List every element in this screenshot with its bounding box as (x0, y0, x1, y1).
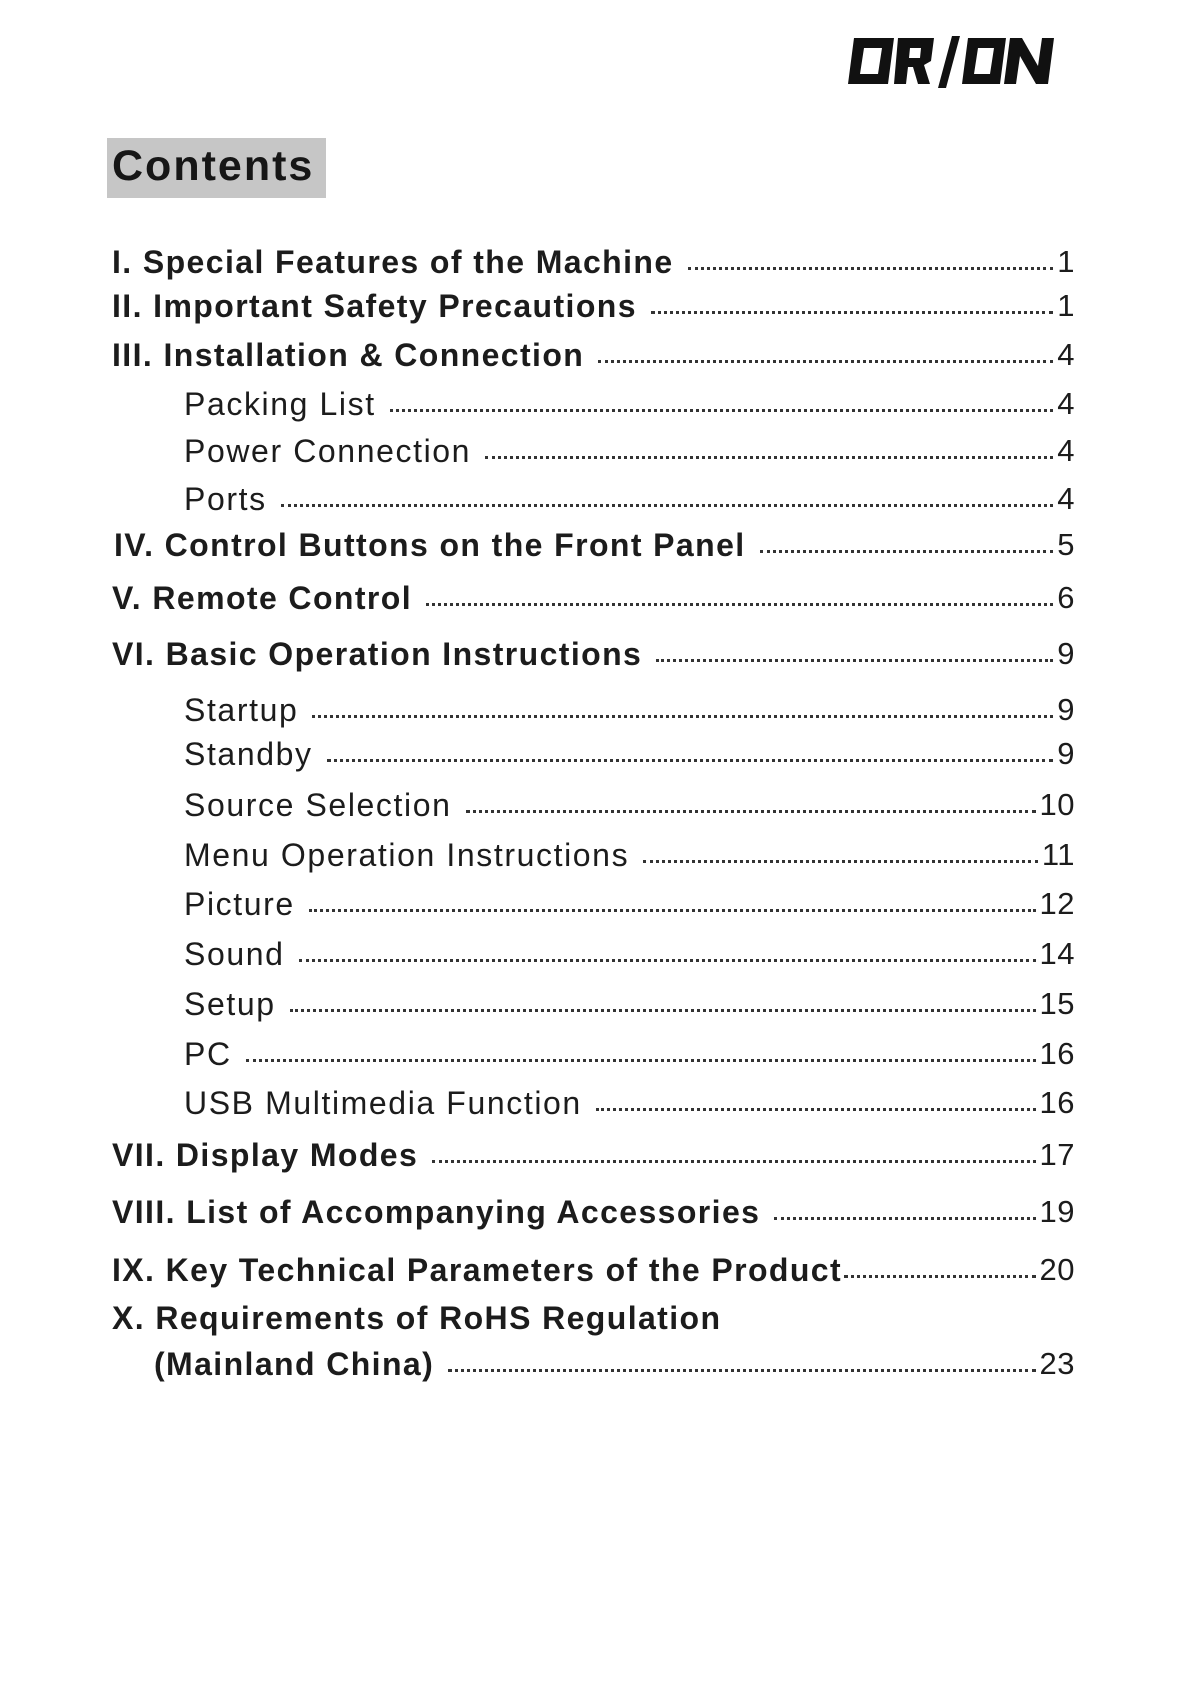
toc-entry-page: 19 (1039, 1194, 1075, 1229)
toc-leader (309, 909, 1036, 912)
toc-entry-page: 11 (1041, 837, 1075, 872)
toc-entry[interactable] (112, 282, 1075, 326)
toc-entry-label: Source Selection (184, 787, 452, 823)
toc-entry-label: Setup (184, 986, 276, 1022)
toc-leader (760, 550, 1054, 553)
toc-leader (643, 860, 1038, 863)
toc-entry-label: Ports (184, 481, 267, 517)
toc-entry-page: 12 (1039, 886, 1075, 921)
toc-entry-page: 4 (1057, 337, 1075, 372)
toc-entry[interactable] (112, 1188, 1075, 1232)
toc-entry-continuation: (Mainland China) (154, 1346, 435, 1382)
toc-entry-page: 17 (1039, 1137, 1075, 1172)
toc-entry-label: III. Installation & Connection (112, 337, 585, 373)
toc-entry[interactable] (112, 238, 1075, 282)
toc-entry-page: 20 (1039, 1252, 1075, 1287)
toc-leader (327, 759, 1054, 762)
toc-entry[interactable] (114, 521, 1075, 565)
toc-entry-label: Standby (184, 736, 313, 772)
toc-entry-page: 10 (1039, 787, 1075, 822)
toc-leader (844, 1275, 1035, 1278)
toc-leader (290, 1009, 1036, 1012)
toc-entry-page: 15 (1039, 986, 1075, 1021)
toc-entry-label: Menu Operation Instructions (184, 837, 630, 873)
toc-leader (448, 1369, 1035, 1372)
toc-entry-page: 9 (1057, 636, 1075, 671)
toc-entry[interactable] (184, 1030, 1075, 1074)
toc-entry-label: PC (184, 1036, 232, 1072)
toc-leader (432, 1160, 1035, 1163)
toc-entry-label: IX. Key Technical Parameters of the Product (112, 1252, 843, 1288)
toc-entry-page: 1 (1057, 288, 1075, 323)
toc-leader (598, 360, 1053, 363)
toc-entry-page: 4 (1057, 386, 1075, 421)
toc-entry[interactable] (112, 1246, 1075, 1290)
toc-entry[interactable] (184, 686, 1075, 730)
toc-entry-label: VII. Display Modes (112, 1137, 419, 1173)
toc-entry-page: 9 (1057, 736, 1075, 771)
toc-entry-label: II. Important Safety Precautions (112, 288, 637, 324)
toc-entry[interactable] (184, 427, 1075, 471)
toc-entry-page: 16 (1039, 1036, 1075, 1071)
toc-entry-page: 4 (1057, 433, 1075, 468)
toc-entry[interactable] (112, 574, 1075, 618)
toc-entry[interactable] (184, 831, 1075, 875)
toc-leader (688, 267, 1054, 270)
toc-entry-label: VIII. List of Accompanying Accessories (112, 1194, 761, 1230)
toc-entry-label: Picture (184, 886, 295, 922)
toc-leader (312, 715, 1053, 718)
toc-leader (466, 810, 1036, 813)
toc-entry[interactable] (184, 730, 1075, 774)
toc-leader (485, 456, 1053, 459)
toc-leader (390, 409, 1054, 412)
toc-leader (651, 311, 1053, 314)
toc-entry-page: 4 (1057, 481, 1075, 516)
toc-entry-label: USB Multimedia Function (184, 1085, 582, 1121)
toc-leader (596, 1108, 1036, 1111)
toc-leader (656, 659, 1053, 662)
toc-entry[interactable] (112, 630, 1075, 674)
toc-entry[interactable] (184, 781, 1075, 825)
toc-entry-page: 1 (1057, 244, 1075, 279)
toc-entry[interactable] (184, 880, 1075, 924)
toc-entry[interactable] (184, 930, 1075, 974)
toc-leader (299, 959, 1036, 962)
toc-entry-page: 16 (1039, 1085, 1075, 1120)
toc-entry[interactable] (184, 1079, 1075, 1123)
toc-leader (426, 603, 1053, 606)
toc-entry-label: Startup (184, 692, 299, 728)
toc-entry-page: 6 (1057, 580, 1075, 615)
toc-entry-label: VI. Basic Operation Instructions (112, 636, 643, 672)
toc-entry-label: Packing List (184, 386, 376, 422)
toc-leader (246, 1059, 1036, 1062)
toc-entry[interactable] (184, 980, 1075, 1024)
toc-entry-page: 9 (1057, 692, 1075, 727)
page-title: Contents (112, 142, 315, 190)
toc-entry[interactable] (112, 331, 1075, 375)
toc-entry[interactable] (154, 1340, 1075, 1384)
toc-leader (774, 1217, 1035, 1220)
toc-entry[interactable] (112, 1131, 1075, 1175)
toc-entry-label: Sound (184, 936, 285, 972)
toc-entry-page: 5 (1057, 527, 1075, 562)
toc-entry-page: 23 (1039, 1346, 1075, 1381)
toc-entry-label: Power Connection (184, 433, 472, 469)
toc-entry-label[interactable]: X. Requirements of RoHS Regulation (112, 1300, 722, 1336)
toc-entry-label: I. Special Features of the Machine (112, 244, 674, 280)
toc-entry-page: 14 (1039, 936, 1075, 971)
toc-entry[interactable] (184, 475, 1075, 519)
toc-leader (281, 504, 1054, 507)
toc-entry[interactable] (184, 380, 1075, 424)
toc-entry-label: IV. Control Buttons on the Front Panel (114, 527, 746, 563)
toc-entry-label: V. Remote Control (112, 580, 412, 616)
